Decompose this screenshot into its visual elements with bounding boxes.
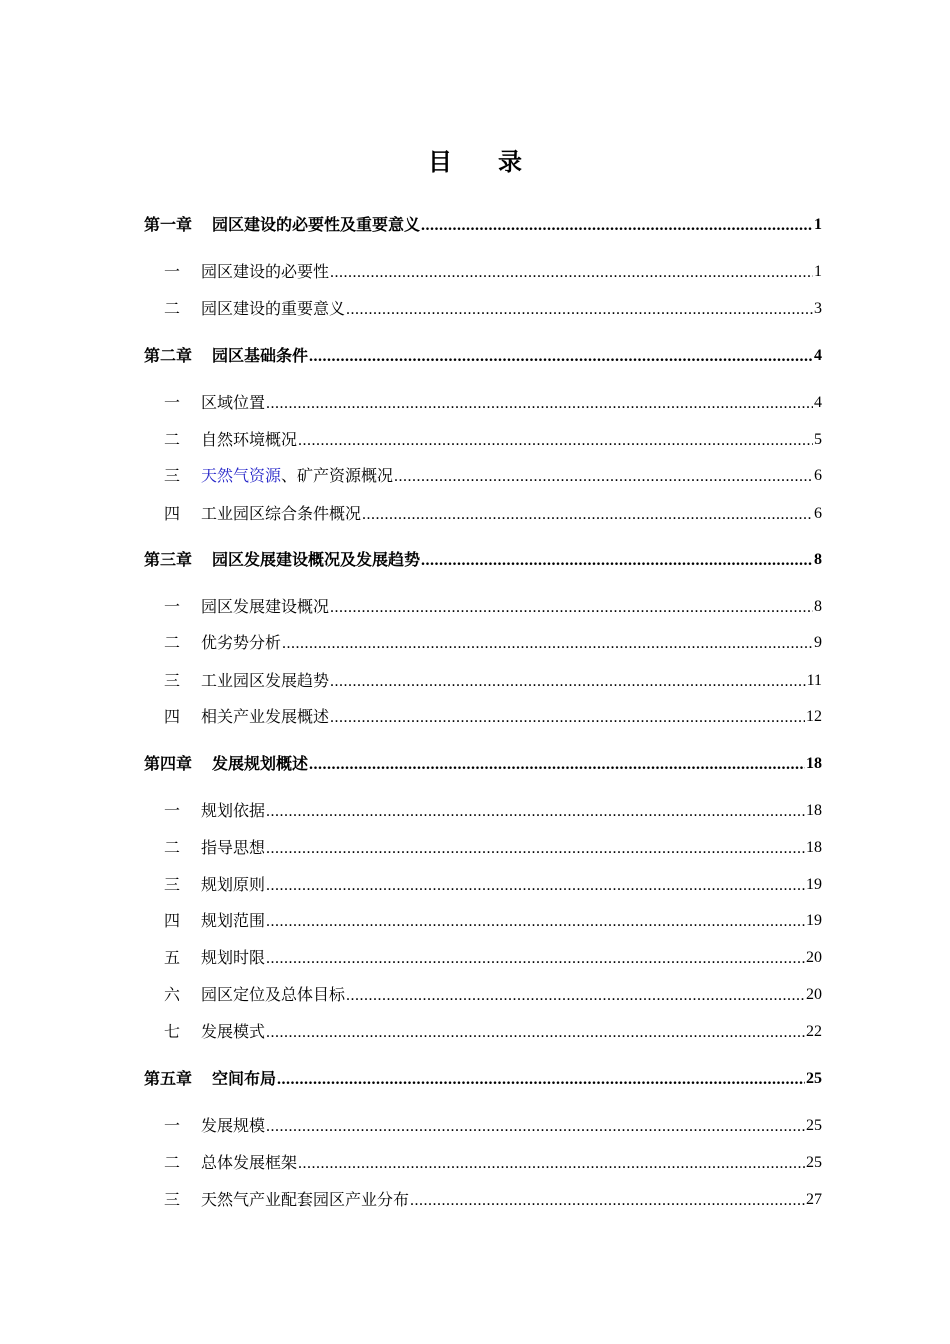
toc-dot-leader (282, 633, 813, 653)
toc-entry-number: 四 (164, 707, 181, 726)
toc-dot-leader (266, 1022, 805, 1042)
toc-entry-number: 四 (164, 504, 181, 523)
toc-dot-leader (330, 262, 813, 282)
toc-entry-label: 空间布局 (212, 1069, 277, 1088)
toc-page-number: 25 (806, 1070, 822, 1087)
toc-section-entry[interactable] (164, 629, 822, 653)
toc-section-entry[interactable] (164, 797, 822, 821)
toc-section-entry[interactable] (164, 944, 822, 968)
toc-entry-number: 第二章 (144, 346, 193, 365)
toc-page-number: 25 (806, 1117, 822, 1134)
toc-section-entry[interactable] (164, 907, 822, 931)
toc-entry-label: 园区建设的必要性及重要意义 (212, 215, 421, 234)
toc-entry-label: 优劣势分析 (201, 633, 282, 652)
toc-page-number: 1 (814, 263, 822, 280)
toc-entry-label: 工业园区综合条件概况 (201, 504, 362, 523)
toc-page-number: 12 (806, 708, 822, 725)
toc-entry-number: 五 (164, 948, 181, 967)
toc-entry-label: 园区建设的必要性 (201, 262, 330, 281)
toc-dot-leader (330, 597, 813, 617)
toc-entry-number: 一 (164, 393, 181, 412)
toc-page-number: 19 (806, 912, 822, 929)
toc-section-entry[interactable] (164, 295, 822, 319)
toc-entry-number: 七 (164, 1022, 181, 1041)
toc-section-entry[interactable] (164, 500, 822, 524)
toc-page-number: 3 (814, 300, 822, 317)
toc-page-number: 9 (814, 634, 822, 651)
toc-entry-number: 第三章 (144, 550, 193, 569)
toc-page-number: 6 (814, 467, 822, 484)
toc-entry-number: 三 (164, 466, 181, 485)
toc-entry-number: 第五章 (144, 1069, 193, 1088)
toc-entry-number: 三 (164, 1190, 181, 1209)
toc-page-number: 20 (806, 986, 822, 1003)
toc-dot-leader (346, 985, 805, 1005)
toc-entry-label: 园区发展建设概况 (201, 597, 330, 616)
toc-page-number: 5 (814, 431, 822, 448)
toc-entry-label-rest: 、矿产资源概况 (281, 466, 394, 485)
toc-chapter-entry[interactable] (144, 1065, 822, 1089)
toc-entry-label: 发展模式 (201, 1022, 266, 1041)
toc-dot-leader (394, 466, 813, 486)
toc-dot-leader (309, 754, 805, 774)
toc-section-entry[interactable] (164, 593, 822, 617)
toc-entry-number: 三 (164, 671, 181, 690)
title-part-2: 录 (498, 147, 522, 176)
toc-dot-leader (266, 838, 805, 858)
toc-entry-number: 四 (164, 911, 181, 930)
toc-page-number: 18 (806, 802, 822, 819)
toc-chapter-entry[interactable] (144, 750, 822, 774)
toc-section-entry[interactable] (164, 389, 822, 413)
toc-entry-label: 相关产业发展概述 (201, 707, 330, 726)
toc-dot-leader (266, 875, 805, 895)
toc-dot-leader (266, 393, 813, 413)
toc-entry-number: 三 (164, 875, 181, 894)
toc-entry-label: 指导思想 (201, 838, 266, 857)
toc-section-entry[interactable] (164, 1112, 822, 1136)
toc-entry-number: 第一章 (144, 215, 193, 234)
toc-entry-label-highlight: 天然气资源 (201, 466, 282, 485)
toc-entry-label (201, 466, 393, 486)
toc-entry-label: 发展规划概述 (212, 754, 309, 773)
toc-entry-number: 一 (164, 262, 181, 281)
toc-entry-number: 二 (164, 430, 181, 449)
toc-entry-label: 规划范围 (201, 911, 266, 930)
toc-page-number: 11 (806, 672, 822, 689)
toc-entry-label: 园区定位及总体目标 (201, 985, 346, 1004)
toc-entry-number: 二 (164, 1153, 181, 1172)
toc-page-number: 18 (806, 755, 822, 772)
toc-entry-number: 一 (164, 1116, 181, 1135)
toc-chapter-entry[interactable] (144, 546, 822, 570)
toc-dot-leader (298, 1153, 805, 1173)
toc-dot-leader (330, 707, 805, 727)
toc-chapter-entry[interactable] (144, 211, 822, 235)
toc-page-number: 25 (806, 1154, 822, 1171)
toc-page-number: 19 (806, 876, 822, 893)
toc-dot-leader (298, 430, 813, 450)
toc-dot-leader (266, 948, 805, 968)
toc-entry-label: 规划依据 (201, 801, 266, 820)
toc-entry-label: 发展规模 (201, 1116, 266, 1135)
toc-dot-leader (362, 504, 813, 524)
toc-dot-leader (410, 1190, 805, 1210)
toc-dot-leader (266, 801, 805, 821)
toc-section-entry[interactable] (164, 834, 822, 858)
toc-page-number: 8 (814, 598, 822, 615)
toc-entry-label: 自然环境概况 (201, 430, 298, 449)
toc-dot-leader (346, 299, 813, 319)
toc-dot-leader (277, 1069, 805, 1089)
toc-page-number: 6 (814, 505, 822, 522)
toc-dot-leader (309, 346, 813, 366)
toc-page-number: 27 (806, 1191, 822, 1208)
toc-entry-label: 规划原则 (201, 875, 266, 894)
toc-section-entry[interactable] (164, 703, 822, 727)
toc-section-entry[interactable] (164, 258, 822, 282)
toc-entry-label: 总体发展框架 (201, 1153, 298, 1172)
toc-page-number: 4 (814, 394, 822, 411)
toc-dot-leader (421, 550, 813, 570)
toc-entry-label: 园区建设的重要意义 (201, 299, 346, 318)
title-part-1: 目 (428, 147, 452, 176)
toc-section-entry[interactable] (164, 871, 822, 895)
toc-entry-label: 工业园区发展趋势 (201, 671, 330, 690)
toc-entry-number: 一 (164, 801, 181, 820)
toc-page-number: 8 (814, 551, 822, 568)
toc-section-entry[interactable] (164, 462, 822, 486)
toc-entry-label: 规划时限 (201, 948, 266, 967)
toc-page-number: 4 (814, 347, 822, 364)
toc-dot-leader (421, 215, 813, 235)
toc-entry-number: 二 (164, 838, 181, 857)
toc-entry-number: 一 (164, 597, 181, 616)
toc-entry-label: 区域位置 (201, 393, 266, 412)
toc-entry-number: 二 (164, 633, 181, 652)
toc-page-number: 1 (814, 216, 822, 233)
toc-entry-number: 二 (164, 299, 181, 318)
toc-section-entry[interactable] (164, 1149, 822, 1173)
toc-dot-leader (266, 1116, 805, 1136)
toc-entry-number: 六 (164, 985, 181, 1004)
toc-section-entry[interactable] (164, 667, 822, 691)
toc-page-number: 18 (806, 839, 822, 856)
toc-entry-label: 天然气产业配套园区产业分布 (201, 1190, 410, 1209)
toc-section-entry[interactable] (164, 1018, 822, 1042)
toc-section-entry[interactable] (164, 981, 822, 1005)
toc-page-number: 20 (806, 949, 822, 966)
toc-section-entry[interactable] (164, 1186, 822, 1210)
toc-chapter-entry[interactable] (144, 342, 822, 366)
toc-page-number: 22 (806, 1023, 822, 1040)
toc-dot-leader (266, 911, 805, 931)
toc-entry-label: 园区基础条件 (212, 346, 309, 365)
toc-entry-label: 园区发展建设概况及发展趋势 (212, 550, 421, 569)
toc-dot-leader (330, 671, 806, 691)
toc-entry-number: 第四章 (144, 754, 193, 773)
toc-section-entry[interactable] (164, 426, 822, 450)
